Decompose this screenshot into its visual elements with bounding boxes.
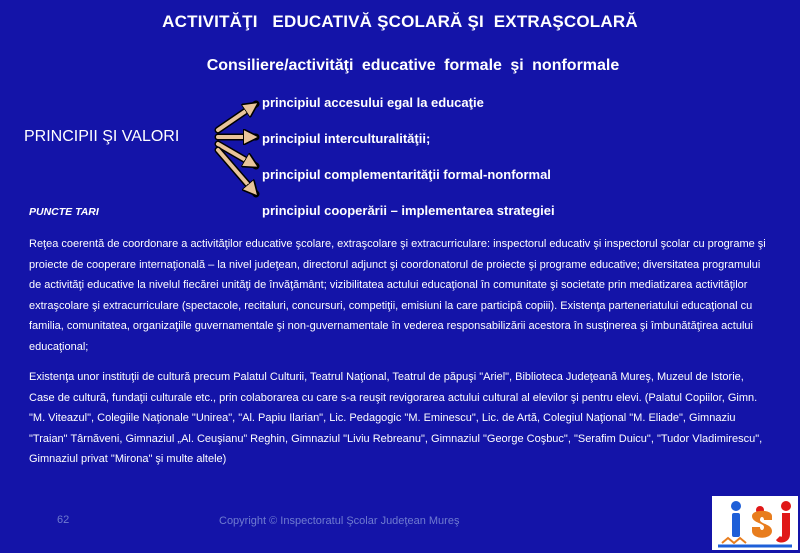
page-title: ACTIVITĂŢI EDUCATIVĂ ŞCOLARĂ ŞI EXTRAŞCOLARĂ [162, 12, 638, 31]
principle-item: principiul accesului egal la educaţie [262, 95, 484, 110]
page-number: 62 [57, 514, 70, 526]
strengths-paragraph: Reţea coerentă de coordonare a activităţilor educative şcolare, extraşcolare şi extracurriculare: inspectorul educativ şi inspectorul şcolar cu programe şi proiecte de cooperare internaţională – la nivel judeţean, directorul adjunct şi coordonatorul de proiecte şi programe educative; diversitatea programului de activităţi educative la nivelul fiecărei unităţi de învăţământ; vizibilitatea actului educaţional în comunitate şi societate prin mediatizarea activităţilor extraşcolare şi extracurriculare (spectacole, recitaluri, concursuri, competiţii, emisiuni la care participă copiii). Existenţa parteneriatului educaţional cu familia, comunitatea, organizaţiile guvernamentale şi non-guvernamentale în vederea responsabilizării acestora în susţinerea şi îmbunătăţirea actului educaţional; [29, 238, 766, 353]
principle-item: principiul interculturalităţii; [262, 131, 431, 146]
page-subtitle: Consiliere/activităţi educative formale şi nonformale [206, 57, 620, 74]
strengths-label: PUNCTE TARI [29, 206, 99, 218]
principles-arrows [210, 90, 270, 200]
principle-item: principiul complementarităţii formal-nonformal [262, 167, 551, 182]
copyright-notice: Copyright © Inspectoratul Şcolar Judeţean Mureş [219, 515, 460, 527]
arrow-right-icon [218, 104, 256, 130]
isj-logo [712, 496, 798, 550]
principles-label: PRINCIPII ŞI VALORI [24, 128, 180, 145]
strengths-paragraph: Existenţa unor instituţii de cultură precum Palatul Culturii, Teatrul Naţional, Teatrul de păpuşi "Ariel", Biblioteca Judeţeană Mureş, Muzeul de Istorie, Case de cultură, fundaţii culturale etc., prin colaborarea cu care s-a reuşit revigorarea actului cultural al elevilor şi pentru elevi. (Palatul Copiilor, Gimn. "M. Viteazul", Colegiile Naţionale "Unirea", "Al. Papiu Ilarian", Lic. Pedagogic "M. Eminescu", Lic. de Artă, Colegiul Naţional "M. Eliade", Gimnaziu "Traian" Târnăveni, Gimnaziul „Al. Ceuşianu” Reghin, Gimnaziul "Liviu Rebreanu", Gimnaziul "George Coşbuc", "Serafim Duicu", "Tudor Vladimirescu", Gimnaziul privat "Mirona" şi multe altele) [29, 371, 763, 466]
principle-item: principiul cooperării – implementarea strategiei [262, 203, 555, 218]
